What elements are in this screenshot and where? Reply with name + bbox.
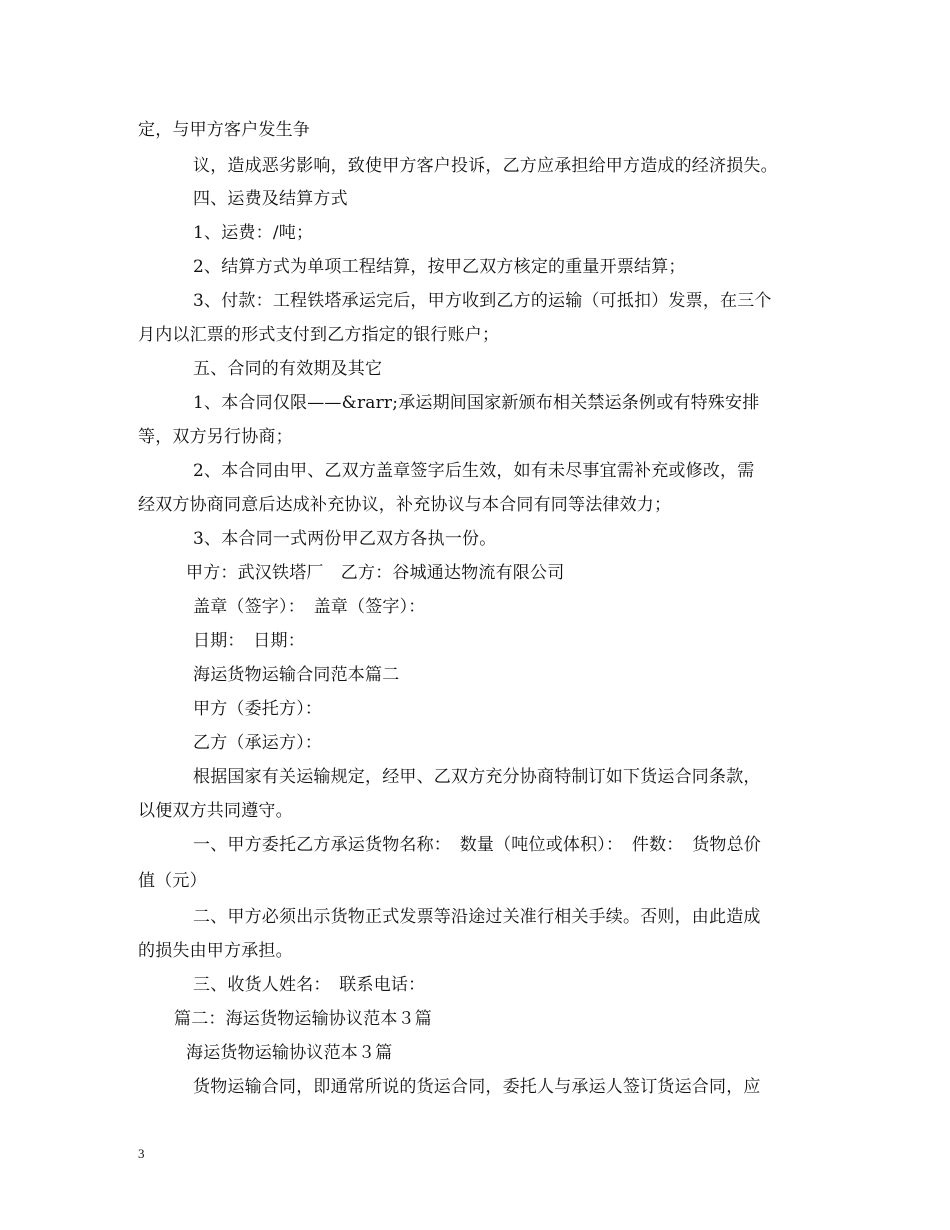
text-line: 根据国家有关运输规定，经甲、乙双方充分协商特制订如下货运合同条款， [193, 767, 761, 787]
text-line: 月内以汇票的形式支付到乙方指定的银行账户； [138, 325, 500, 345]
text-line: 定，与甲方客户发生争 [138, 120, 310, 140]
page-number: 3 [138, 1146, 145, 1161]
text-line: 货物运输合同，即通常所说的货运合同，委托人与承运人签订货运合同，应 [193, 1077, 761, 1097]
section-subtitle: 海运货物运输协议范本３篇 [186, 1043, 393, 1063]
section-title: 海运货物运输合同范本篇二 [193, 665, 400, 685]
text-line: 2、结算方式为单项工程结算，按甲乙双方核定的重量开票结算； [193, 257, 686, 277]
signature-date: 日期： 日期： [193, 631, 305, 651]
text-line: 等，双方另行协商； [138, 427, 293, 447]
party-a-label: 甲方（委托方）： [193, 699, 323, 719]
text-line: 二、甲方必须出示货物正式发票等沿途过关准行相关手续。否则，由此造成 [193, 907, 761, 927]
section-heading: 五、合同的有效期及其它 [193, 359, 383, 379]
text-line: 议，造成恶劣影响，致使甲方客户投诉，乙方应承担给甲方造成的经济损失。 [193, 156, 778, 176]
text-line: 以便双方共同遵守。 [138, 801, 293, 821]
text-line: 1、运费：/吨； [193, 223, 314, 243]
text-line: 1、本合同仅限——&rarr;承运期间国家新颁布相关禁运条例或有特殊安排 [193, 393, 760, 413]
text-line: 一、甲方委托乙方承运货物名称： 数量（吨位或体积）： 件数： 货物总价 [193, 835, 761, 855]
section-heading: 四、运费及结算方式 [193, 189, 348, 209]
text-line: 的损失由甲方承担。 [138, 941, 293, 961]
section-title: 篇二：海运货物运输协议范本３篇 [174, 1009, 432, 1029]
party-b-label: 乙方（承运方）： [193, 733, 323, 753]
text-line: 3、付款：工程铁塔承运完后，甲方收到乙方的运输（可抵扣）发票，在三个 [193, 291, 772, 311]
signature-stamp: 盖章（签字）： 盖章（签字）： [193, 597, 426, 617]
text-line: 经双方协商同意后达成补充协议，补充协议与本合同有同等法律效力； [138, 495, 672, 515]
text-line: 2、本合同由甲、乙双方盖章签字后生效，如有未尽事宜需补充或修改，需 [193, 461, 755, 481]
signature-parties: 甲方：武汉铁塔厂 乙方：谷城通达物流有限公司 [186, 563, 565, 583]
text-line: 三、收货人姓名： 联系电话： [193, 975, 426, 995]
text-line: 3、本合同一式两份甲乙双方各执一份。 [193, 529, 497, 549]
text-line: 值（元） [138, 871, 207, 891]
